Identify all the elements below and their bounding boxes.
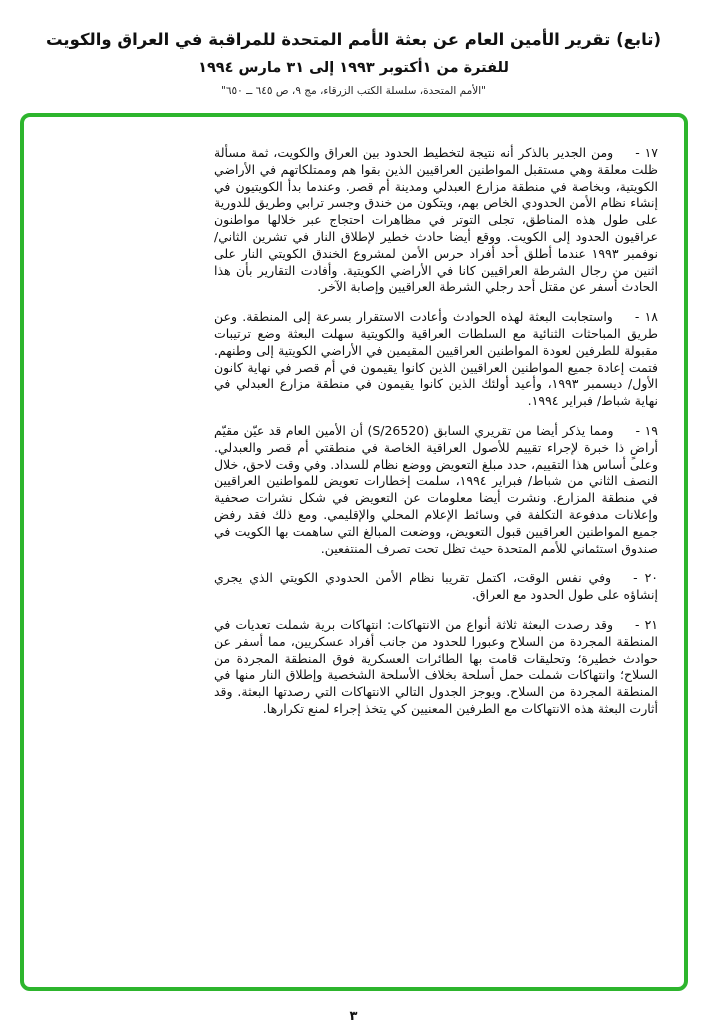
paragraph-text: واستجابت البعثة لهذه الحوادث وأعادت الاستقرار بسرعة إلى المنطقة. وعن طريق المباحثات الثنائية مع السلطات العراقية والكويتية سهلت البعثة وضع ترتيبات مقبولة للطرفين لعودة المواطنين العراقيين المقيمين في الأراضي الكويتية إلى وطنهم. فتمت إعادة جميع المواطنين العراقيين الذين كانوا يقيمون في أم قصر في نهاية كانون الأول/ ديسمبر ١٩٩٣، وأعيد أولئك الذين كانوا يقيمون في منطقة مزارع العبدلي في نهاية شباط/ فبراير ١٩٩٤. (214, 309, 658, 409)
report-title: (تابع) تقرير الأمين العام عن بعثة الأمم المتحدة للمراقبة في العراق والكويت (45, 30, 662, 49)
paragraph-number: ١٩ - (635, 422, 658, 438)
report-period: للفترة من ١أكتوبر ١٩٩٣ إلى ٣١ مارس ١٩٩٤ (198, 60, 509, 76)
page-number: ٣ (349, 1009, 358, 1024)
paragraph-text: ومما يذكر أيضا من تقريري السابق (S/26520) أن الأمين العام قد عيّن مقيّم أراضٍ ذا خبرة لإجراء تقييم للأصول العراقية الخاصة في منطقتي أم قصر والعبدلي. وعلى أساس هذا التقييم، حدد مبلغ التعويض ووضع نظام للسداد. وفي وقت لاحق، خلال النصف الثاني من شباط/ فبراير ١٩٩٤، سلمت إخطارات تعويض للمواطنين العراقيين في منطقة المزارع. ونشرت أيضا معلومات عن التعويض في شكل نشرات صحفية وإعلانات مدفوعة التكلفة في وسائط الإعلام المحلي والإقليمي. ومع ذلك فقد رفض جميع المواطنين العراقيين قبول التعويض، ووضعت المبالغ التي ساهمت بها الكويت في صندوق استئماني للأمم المتحدة حيث تظل تحت تصرف المنتفعين. (214, 422, 658, 556)
paragraph-18 (214, 309, 658, 410)
highlighted-text-box (20, 113, 688, 991)
page-header (0, 0, 707, 97)
source-citation: "الأمم المتحدة، سلسلة الكتب الزرقاء، مج ٩، ص ٦٤٥ ــ ٦٥٠" (221, 85, 486, 97)
paragraph-19 (214, 423, 658, 557)
paragraph-20 (214, 570, 658, 604)
paragraph-number: ١٨ - (634, 309, 658, 325)
paragraph-17 (214, 145, 658, 296)
paragraph-number: ١٧ - (635, 145, 659, 160)
paragraph-21 (214, 617, 658, 718)
paragraph-number: ٢٠ - (633, 570, 658, 586)
paragraph-text: وقد رصدت البعثة ثلاثة أنواع من الانتهاكات: انتهاكات برية شملت تعديات في المنطقة المجردة من السلاح وعبورا للحدود من جانب أفراد عسكريين، مما أسفر عن حوادث خطيرة؛ وتحليقات قامت بها الطائرات العسكرية فوق المنطقة المجردة من السلاح؛ وانتهاكات شملت حمل أسلحة بخلاف الأسلحة الشخصية وإطلاق النار منها في المنطقة المجردة من السلاح. ويوجز الجدول التالي الانتهاكات التي رصدتها البعثة. وقد أثارت البعثة هذه الانتهاكات مع الطرفين المعنيين كي يتخذ إجراء لمنع تكرارها. (214, 616, 658, 716)
paragraph-text: ومن الجدير بالذكر أنه نتيجة لتخطيط الحدود بين العراق والكويت، ثمة مسألة ظلت معلقة وهي مستقبل المواطنين العراقيين الذين بقوا هم وممتلكاتهم في الأراضي الكويتية، وبخاصة في منطقة مزارع العبدلي ومدينة أم قصر. وعندما بدأ الكويتيون في إنشاء نظام الأمن الحدودي الخاص بهم، ويتكون من خندق وجسر ترابي وطريق للدورية على طول هذه المناطق، تجلى التوتر في مظاهرات احتجاج عبر خلالها مواطنون عراقيون الحدود إلى الكويت. ووقع أيضا حادث خطير لإطلاق النار في تشرين الثاني/ نوفمبر ١٩٩٣ عندما أطلق أحد أفراد حرس الأمن لمشروع الخندق الكويتي النار على اثنين من رجال الشرطة العراقيين كانا في الأراضي الكويتية. وأفادت التقارير بأن هذا الحادث أسفر عن مقتل أحد رجلي الشرطة العراقيين وإصابة الآخر. (214, 145, 659, 295)
paragraph-text: وفي نفس الوقت، اكتمل تقريبا نظام الأمن الحدودي الكويتي الذي يجري إنشاؤه على طول الحدود مع العراق. (214, 570, 658, 603)
paragraph-number: ٢١ - (635, 616, 658, 632)
